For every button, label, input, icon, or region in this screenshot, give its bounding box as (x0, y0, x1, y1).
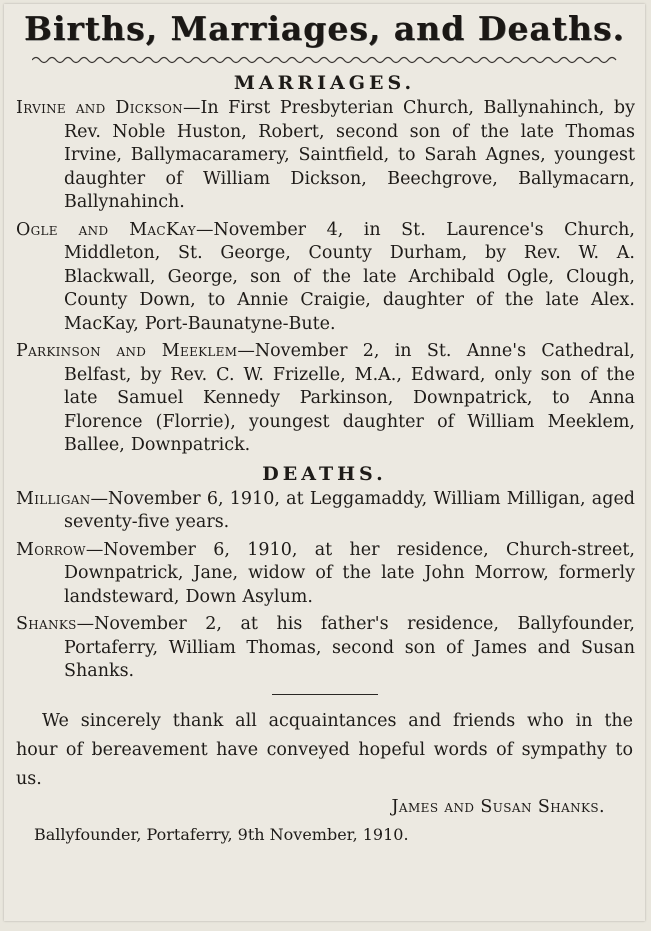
notice-names: Shanks (16, 614, 77, 634)
notice-names: Parkinson and Meeklem (16, 341, 238, 361)
notice-names: Ogle and MacKay (16, 219, 196, 240)
notice-text: —November 6, 1910, at her residence, Church-street, Downpatrick, Jane, widow of the late John Morrow, formerly landsteward, Down Asylum. (64, 539, 635, 607)
acknowledgement-text: We sincerely thank all acquaintances and friends who in the hour of bereavement have conveyed hopeful words of sympathy to us. (16, 710, 633, 789)
death-notice (16, 613, 635, 684)
acknowledgement-dateline: Ballyfounder, Portaferry, 9th November, 1910. (34, 824, 409, 844)
marriage-notice (16, 97, 635, 215)
notice-text: —November 2, at his father's residence, Ballyfounder, Portaferry, William Thomas, second son of James and Susan Shanks. (64, 614, 635, 681)
notice-text: —In First Presbyterian Church, Ballynahinch, by Rev. Noble Huston, Robert, second son of the late Thomas Irvine, Ballymacaramery, Saintfield, to Sarah Agnes, youngest daughter of William Dickson, Beechgrove, Ballymacarn, Ballynahinch. (64, 98, 635, 212)
marriages-heading: MARRIAGES. (233, 72, 416, 94)
section-divider (272, 694, 378, 695)
deaths-heading: DEATHS. (262, 462, 387, 485)
wavy-rule-ornament (32, 55, 617, 65)
notice-text: —November 2, in St. Anne's Cathedral, Belfast, by Rev. C. W. Frizelle, M.A., Edward, only son of the late Samuel Kennedy Parkinson, Downpatrick, to Anna Florence (Florrie), youngest daughter of William Meeklem, Ballee, Downpatrick. (64, 341, 635, 455)
acknowledgement-signature: James and Susan Shanks. (391, 796, 605, 817)
death-notice (16, 539, 635, 610)
notice-names: Morrow (16, 539, 86, 560)
masthead-title: Births, Marriages, and Deaths. (23, 9, 626, 48)
notice-text: —November 6, 1910, at Leggamaddy, William Milligan, aged seventy-five years. (64, 488, 635, 532)
newspaper-clipping (4, 4, 645, 921)
marriage-notice (16, 340, 635, 458)
notice-text: —November 4, in St. Laurence's Church, Middleton, St. George, County Durham, by Rev. W. A. Blackwall, George, son of the late Archibald Ogle, Clough, County Down, to Annie Craigie, daughter of the late Alex. MacKay, Port-Baunatyne-Bute. (64, 219, 635, 334)
marriage-notice (16, 219, 635, 337)
notice-names: Milligan (16, 488, 91, 509)
notice-names: Irvine and Dickson (16, 98, 183, 118)
death-notice (16, 488, 635, 535)
